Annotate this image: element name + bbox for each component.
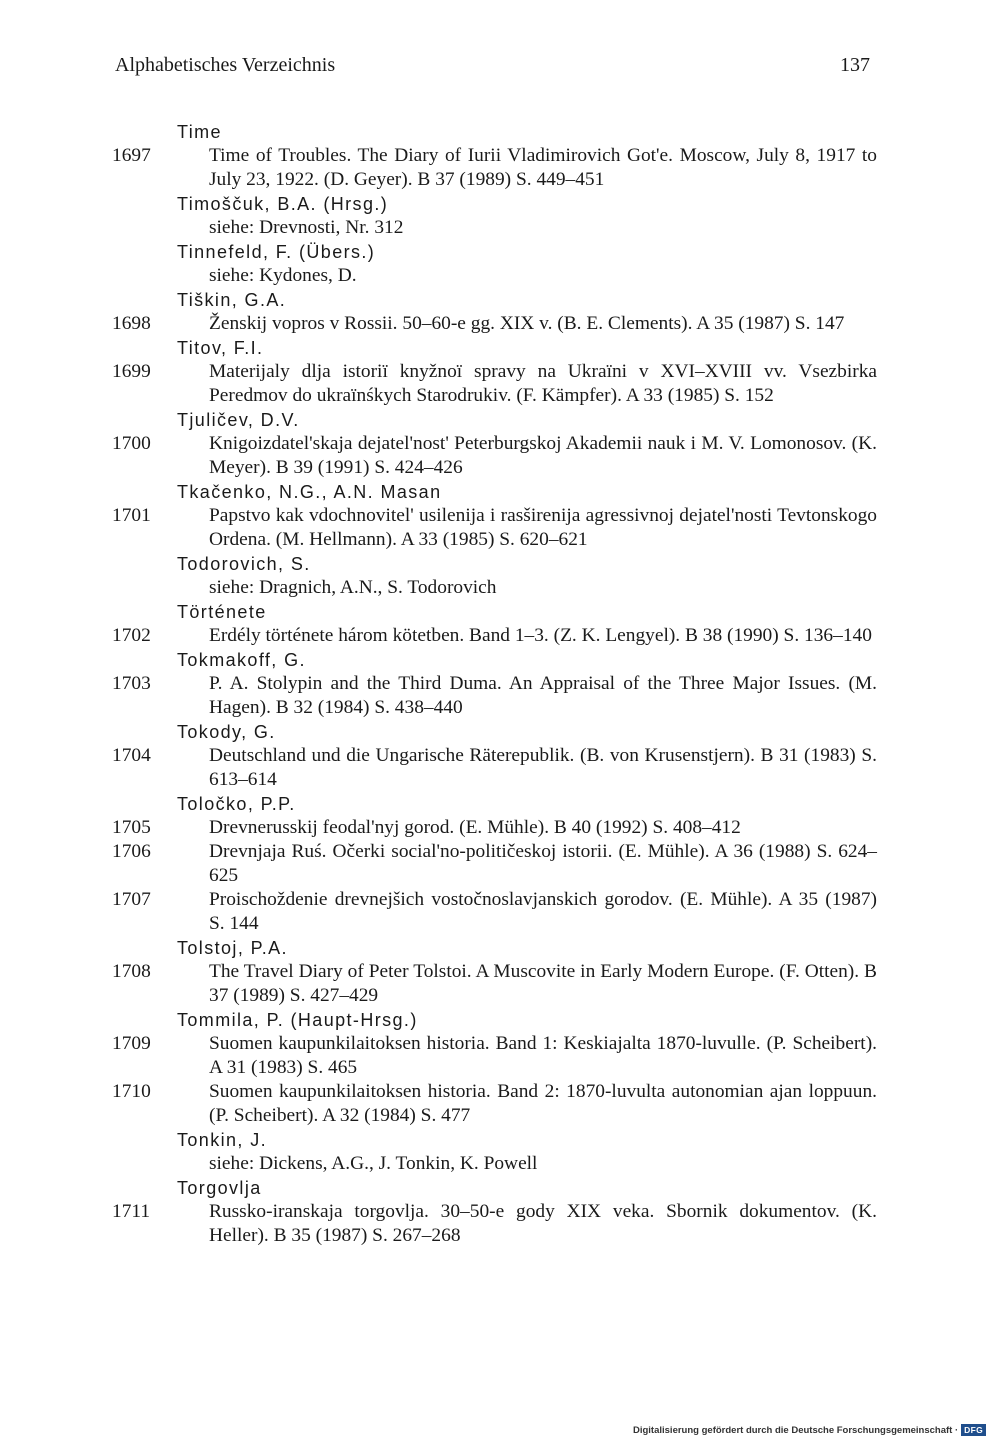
entry-text: Suomen kaupunkilaitoksen historia. Band 1: Keskiajalta 1870-luvulle. (P. Scheibert). A 31 (1983) S. 465 — [209, 1033, 877, 1078]
author-heading: Tokmakoff, G. — [177, 650, 306, 670]
index-entry — [112, 744, 877, 792]
cross-reference: siehe: Drevnosti, Nr. 312 — [209, 217, 404, 238]
entry-text: Time of Troubles. The Diary of Iurii Vladimirovich Got'e. Moscow, July 8, 1917 to July 23, 1922. (D. Geyer). B 37 (1989) S. 449–451 — [209, 145, 877, 190]
author-heading: Titov, F.I. — [177, 338, 264, 358]
entry-number: 1707 — [112, 889, 151, 910]
index-entry — [112, 672, 877, 720]
author-heading: Toločko, P.P. — [177, 794, 296, 814]
author-heading: Tonkin, J. — [177, 1130, 268, 1150]
cross-reference: siehe: Dickens, A.G., J. Tonkin, K. Powell — [209, 1153, 538, 1174]
entry-text: The Travel Diary of Peter Tolstoi. A Muscovite in Early Modern Europe. (F. Otten). B 37 (1989) S. 427–429 — [209, 961, 877, 1006]
entry-text: Suomen kaupunkilaitoksen historia. Band 2: 1870-luvulta autonomian ajan loppuun. (P. Scheibert). A 32 (1984) S. 477 — [209, 1081, 877, 1126]
entry-number: 1704 — [112, 745, 151, 766]
entry-text: Materijaly dlja istoriï knyžnoï spravy na Ukraïni v XVI–XVIII vv. Vsezbirka Peredmov do ukraïnśkych Starodrukiv. (F. Kämpfer). A 33 (1985) S. 152 — [209, 361, 877, 406]
entry-text: P. A. Stolypin and the Third Duma. An Appraisal of the Three Major Issues. (M. Hagen). B 32 (1984) S. 438–440 — [209, 673, 877, 718]
entry-number: 1709 — [112, 1033, 151, 1054]
entry-number: 1708 — [112, 961, 151, 982]
entry-number: 1710 — [112, 1081, 151, 1102]
index-entry — [112, 624, 877, 648]
author-heading: Time — [177, 122, 222, 142]
author-heading: Tinnefeld, F. (Übers.) — [177, 242, 376, 262]
cross-reference: siehe: Dragnich, A.N., S. Todorovich — [209, 577, 497, 598]
index-entry — [112, 1200, 877, 1248]
index-entry — [112, 360, 877, 408]
index-entry — [112, 1080, 877, 1128]
author-heading: Története — [177, 602, 267, 622]
entry-text: Proischoždenie drevnejšich vostočnoslavjanskich gorodov. (E. Mühle). A 35 (1987) S. 144 — [209, 889, 877, 934]
entry-number: 1700 — [112, 433, 151, 454]
footer — [633, 1424, 986, 1436]
footer-credit: Digitalisierung gefördert durch die Deutsche Forschungsgemeinschaft · — [632, 1424, 959, 1436]
author-heading: Tommila, P. (Haupt-Hrsg.) — [177, 1010, 418, 1030]
entry-text: Russko-iranskaja torgovlja. 30–50-e gody XIX veka. Sbornik dokumentov. (K. Heller). B 35 (1987) S. 267–268 — [209, 1201, 877, 1246]
author-heading: Tiškin, G.A. — [177, 290, 287, 310]
entry-text: Drevnjaja Ruś. Očerki social'no-političeskoj istorii. (E. Mühle). A 36 (1988) S. 624–625 — [209, 841, 877, 886]
entry-number: 1699 — [112, 361, 151, 382]
index-entry — [112, 312, 877, 336]
index-entry — [112, 960, 877, 1008]
running-title: Alphabetisches Verzeichnis — [115, 54, 336, 76]
author-heading: Tolstoj, P.A. — [177, 938, 288, 958]
page-header — [115, 54, 870, 77]
index-entry — [112, 840, 877, 888]
entry-text: Deutschland und die Ungarische Räterepublik. (B. von Krusenstjern). B 31 (1983) S. 613–614 — [209, 745, 877, 790]
entry-text: Erdély története három kötetben. Band 1–3. (Z. K. Lengyel). B 38 (1990) S. 136–140 — [209, 625, 872, 646]
entry-text: Papstvo kak vdochnovitel' usilenija i rasširenija agressivnoj dejatel'nosti Tevtonskogo Ordena. (M. Hellmann). A 33 (1985) S. 620–621 — [209, 505, 877, 550]
entry-number: 1706 — [112, 841, 151, 862]
entry-number: 1697 — [112, 145, 151, 166]
index-entry — [112, 144, 877, 192]
author-heading: Tkačenko, N.G., A.N. Masan — [177, 482, 442, 502]
entry-text: Knigoizdatel'skaja dejatel'nost' Peterburgskoj Akademii nauk i M. V. Lomonosov. (K. Meyer). B 39 (1991) S. 424–426 — [209, 433, 877, 478]
entry-number: 1701 — [112, 505, 151, 526]
author-heading: Torgovlja — [177, 1178, 262, 1198]
page-number: 137 — [840, 54, 870, 76]
author-heading: Timoščuk, B.A. (Hrsg.) — [177, 194, 389, 214]
entry-number: 1705 — [112, 817, 151, 838]
entry-number: 1703 — [112, 673, 151, 694]
entry-text: Ženskij vopros v Rossii. 50–60-e gg. XIX v. (B. E. Clements). A 35 (1987) S. 147 — [209, 313, 845, 334]
entry-text: Drevnerusskij feodal'nyj gorod. (E. Mühle). B 40 (1992) S. 408–412 — [209, 817, 741, 838]
index-entry — [112, 1032, 877, 1080]
index-entry — [112, 432, 877, 480]
author-heading: Tokody, G. — [177, 722, 276, 742]
entry-number: 1698 — [112, 313, 151, 334]
index-entries — [112, 120, 877, 1248]
index-entry — [112, 816, 877, 840]
index-entry — [112, 888, 877, 936]
cross-reference: siehe: Kydones, D. — [209, 265, 357, 286]
author-heading: Tjuličev, D.V. — [177, 410, 300, 430]
entry-number: 1711 — [112, 1201, 151, 1222]
dfg-logo: DFG — [961, 1424, 986, 1436]
index-entry — [112, 504, 877, 552]
author-heading: Todorovich, S. — [177, 554, 311, 574]
entry-number: 1702 — [112, 625, 151, 646]
